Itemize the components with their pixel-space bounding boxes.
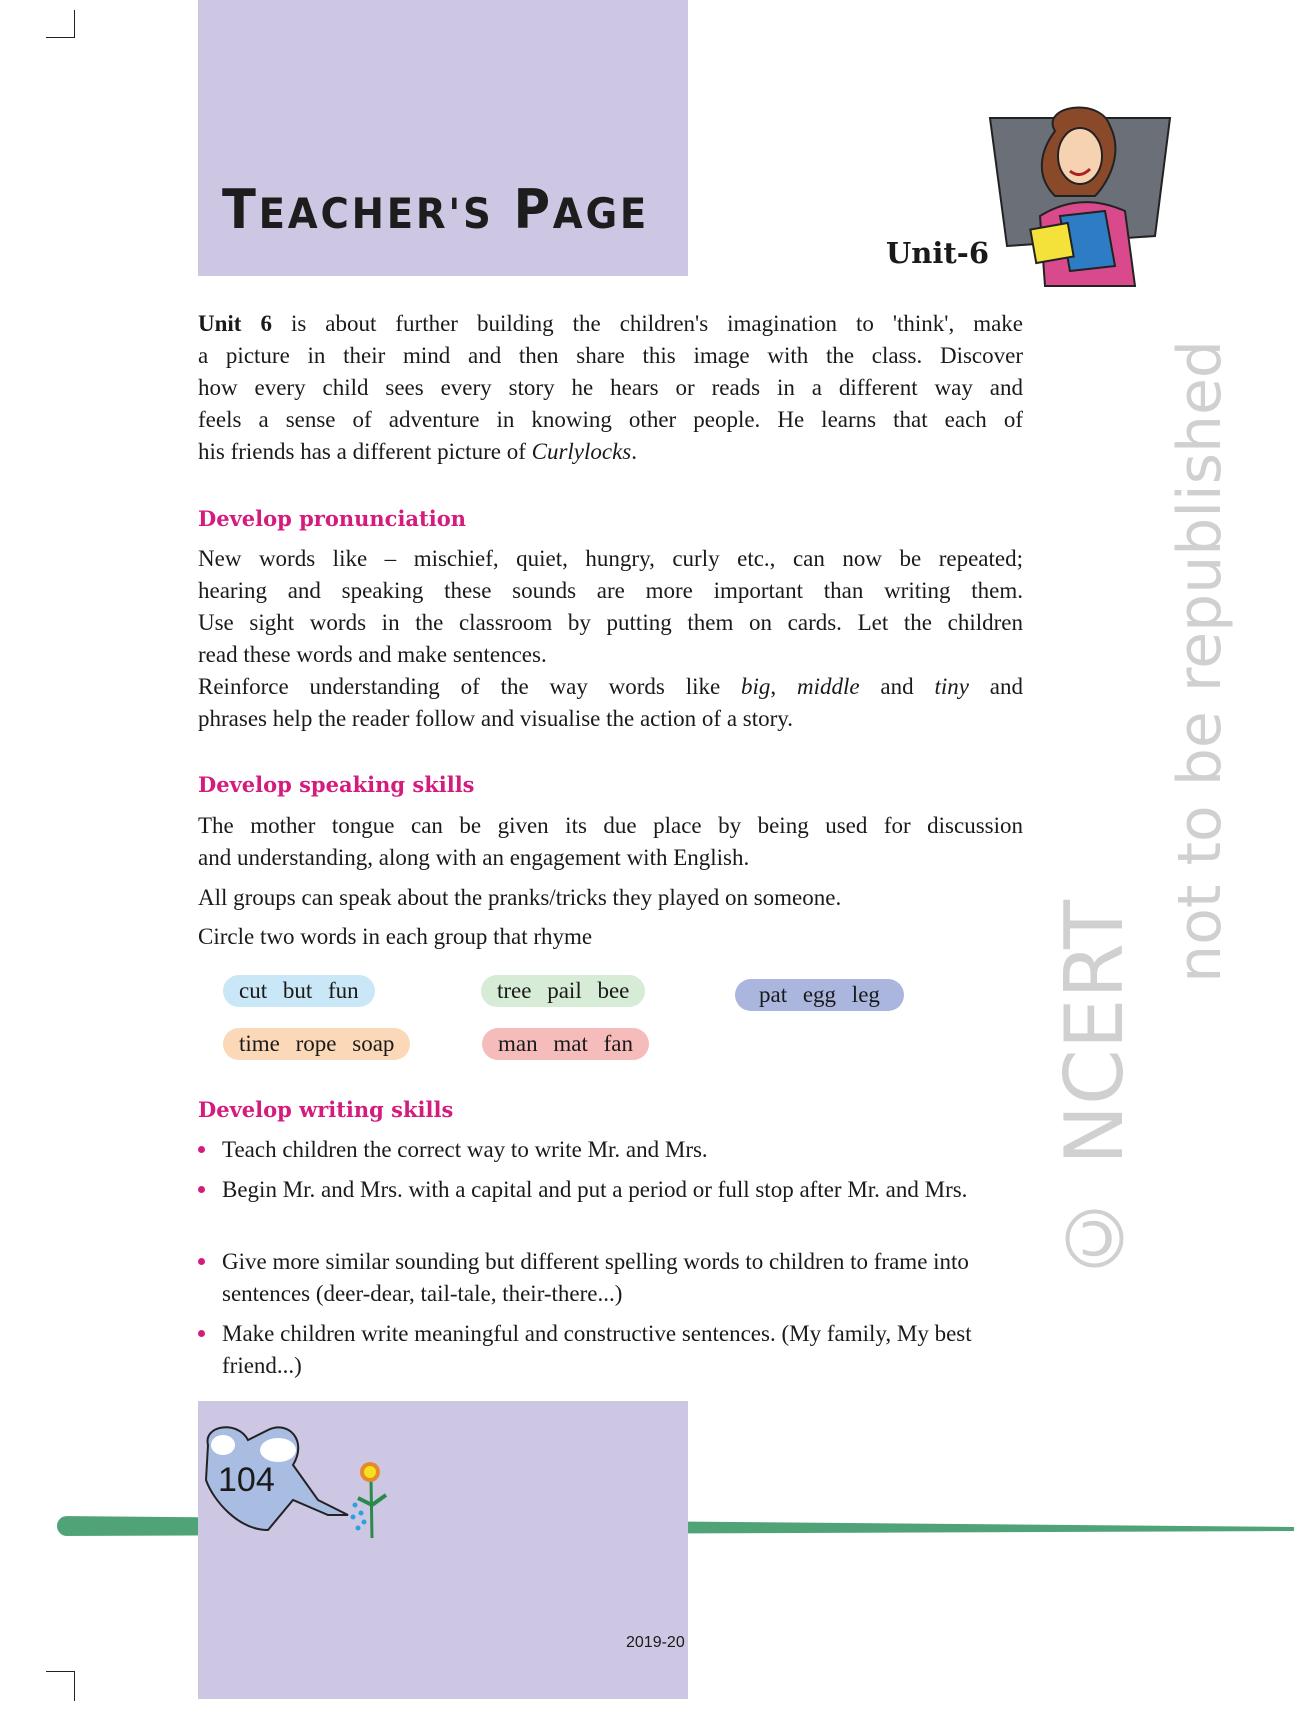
writing-bullet: Begin Mr. and Mrs. with a capital and put a period or full stop after Mr. and Mrs. (198, 1174, 988, 1206)
intro-line: a picture in their mind and then share this image with the class. Discover (198, 343, 1023, 368)
pronunciation-line: hearing and speaking these sounds are more important than writing them. (198, 578, 1023, 603)
crop-mark (46, 37, 74, 38)
writing-bullet: Teach children the correct way to write Mr. and Mrs. (198, 1134, 988, 1166)
writing-bullet: Give more similar sounding but different spelling words to children to frame into sentences (deer-dear, tail-tale, their-there...) (198, 1246, 988, 1310)
speaking-line: and understanding, along with an engagement with English. (198, 845, 750, 870)
rhyme-group: man mat fan (482, 1028, 649, 1060)
watermark-not-republished: not to be republished (1165, 340, 1235, 983)
writing-bullet: Make children write meaningful and constructive sentences. (My family, My best friend...) (198, 1318, 988, 1382)
pronunciation-line: phrases help the reader follow and visualise the action of a story. (198, 706, 794, 731)
year-label: 2019-20 (626, 1634, 685, 1651)
page-title: TEACHER'S PAGE (222, 178, 650, 241)
speaking-line: Circle two words in each group that rhyme (198, 924, 593, 949)
intro-line: Unit 6 is about further building the children's imagination to 'think', make (198, 311, 1023, 336)
rhyme-group: cut but fun (223, 975, 375, 1007)
section-heading-speaking: Develop speaking skills (198, 772, 475, 797)
section-heading-writing: Develop writing skills (198, 1097, 454, 1122)
section-heading-pronunciation: Develop pronunciation (198, 506, 466, 531)
unit-label: Unit-6 (886, 236, 990, 270)
pronunciation-line: read these words and make sentences. (198, 642, 547, 667)
pronunciation-line: New words like – mischief, quiet, hungry, curly etc., can now be repeated; (198, 546, 1023, 571)
crop-mark (46, 1671, 74, 1672)
speaking-line: All groups can speak about the pranks/tricks they played on someone. (198, 885, 842, 910)
pronunciation-line: Reinforce understanding of the way words like big, middle and tiny and (198, 674, 1023, 699)
rhyme-group: time rope soap (223, 1028, 410, 1060)
rhyme-group: tree pail bee (481, 975, 645, 1007)
page-number: 104 (218, 1461, 275, 1499)
intro-line: his friends has a different picture of Curlylocks. (198, 439, 638, 464)
crop-mark (74, 10, 75, 38)
pronunciation-line: Use sight words in the classroom by putting them on cards. Let the children (198, 610, 1023, 635)
intro-line: how every child sees every story he hears or reads in a different way and (198, 375, 1023, 400)
watermark-ncert: © NCERT (1048, 900, 1141, 1284)
teacher-illustration-icon (985, 96, 1175, 291)
intro-line: feels a sense of adventure in knowing other people. He learns that each of (198, 407, 1023, 432)
rhyme-group: pat egg leg (735, 979, 904, 1011)
speaking-line: The mother tongue can be given its due place by being used for discussion (198, 813, 1023, 838)
crop-mark (74, 1671, 75, 1701)
